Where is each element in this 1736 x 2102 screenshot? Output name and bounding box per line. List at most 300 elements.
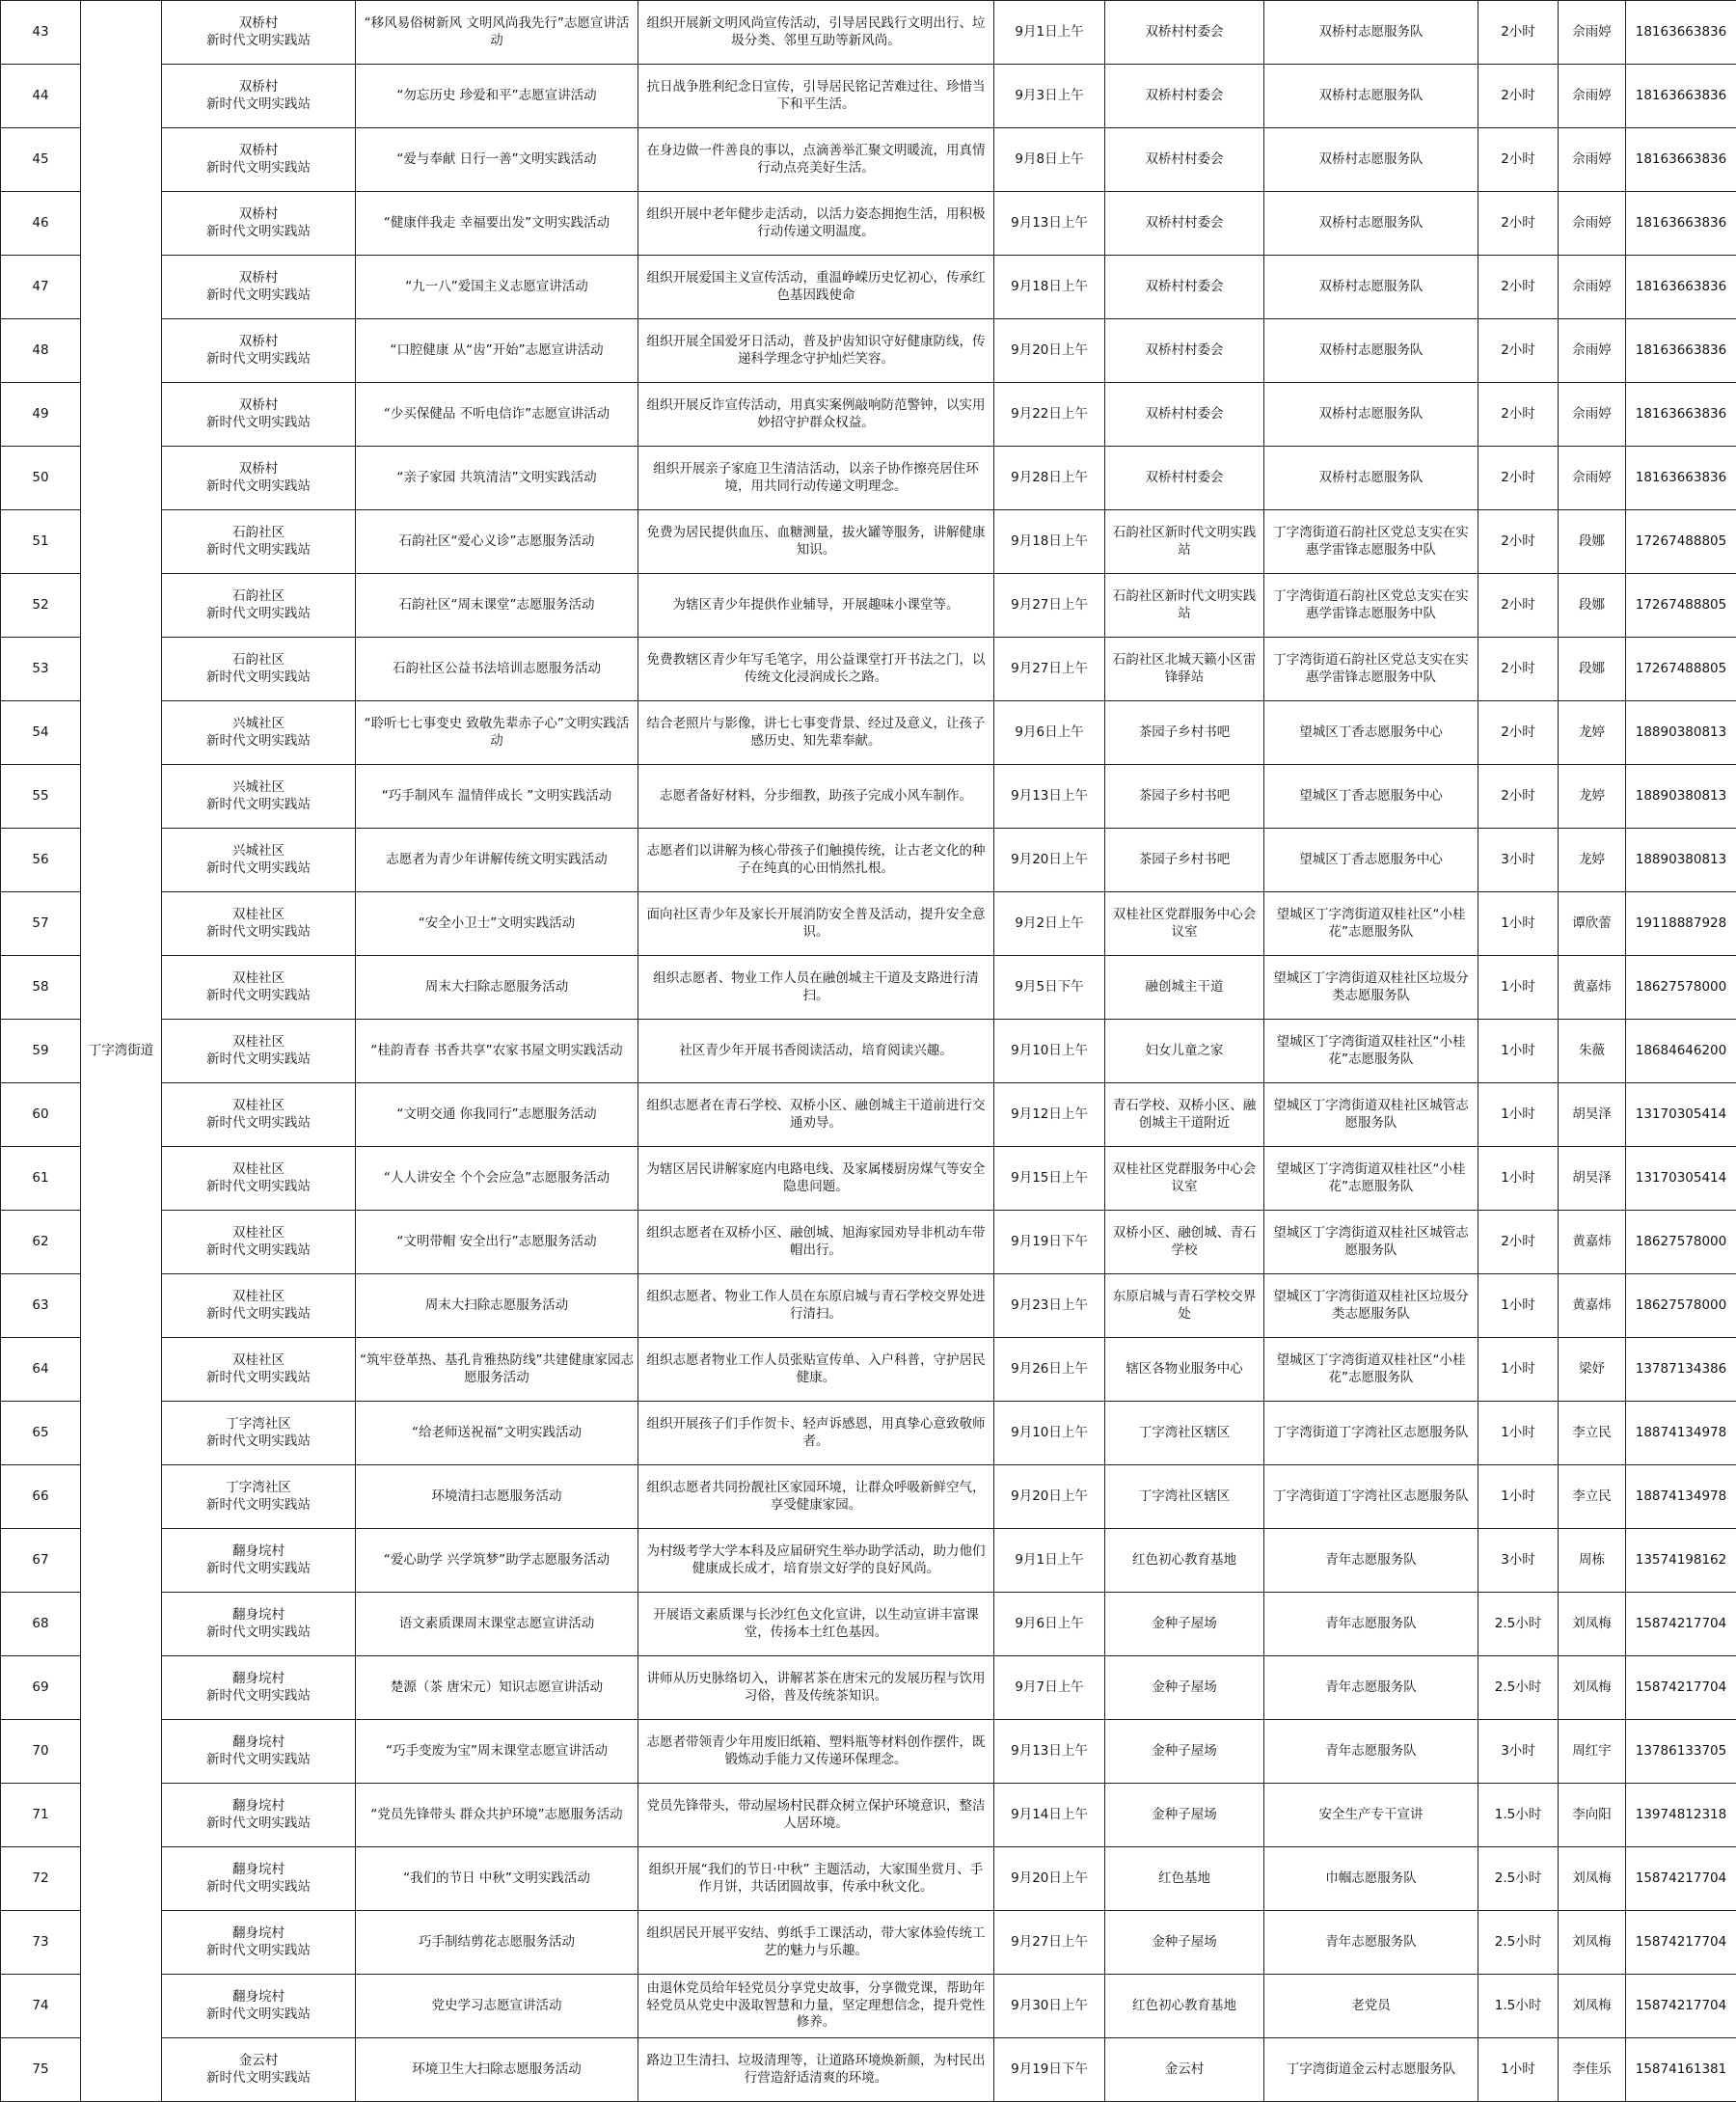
contact-phone: 15874217704 [1626,1911,1736,1975]
row-number: 73 [1,1911,81,1975]
volunteer-team: 双桥村志愿服务队 [1264,128,1478,192]
table-row [1,956,1736,1020]
activity-place: 双桂社区党群服务中心会议室 [1105,892,1264,956]
table-row [1,128,1736,192]
contact-person: 刘凤梅 [1559,1911,1626,1975]
activity-description: 组织开展全国爱牙日活动，普及护齿知识守好健康防线，传递科学理念守护灿烂笑容。 [638,319,994,383]
activity-duration: 1小时 [1478,1020,1559,1083]
activity-duration: 1小时 [1478,956,1559,1020]
activity-description: 开展语文素质课与长沙红色文化宣讲，以生动宣讲丰富课堂，传扬本土红色基因。 [638,1593,994,1656]
activity-description: 组织开展孩子们手作贺卡、轻声诉感恩，用真挚心意致敬师者。 [638,1402,994,1465]
station-name-line: 新时代文明实践站 [206,1878,311,1895]
activity-place: 丁字湾社区辖区 [1105,1402,1264,1465]
activity-duration: 2.5小时 [1478,1656,1559,1720]
activity-place: 双桥村村委会 [1105,447,1264,510]
contact-phone: 18874134978 [1626,1465,1736,1529]
activity-time: 9月18日上午 [994,256,1105,319]
table-row [1,1083,1736,1147]
station-name-line: 新时代文明实践站 [206,1624,311,1640]
contact-person: 刘凤梅 [1559,1656,1626,1720]
activity-place: 茶园子乡村书吧 [1105,829,1264,892]
station-name [162,1720,356,1784]
row-number: 67 [1,1529,81,1593]
contact-person: 周栋 [1559,1529,1626,1593]
row-number: 56 [1,829,81,892]
activity-time: 9月20日上午 [994,1847,1105,1911]
station-name-line: 新时代文明实践站 [206,541,311,558]
station-name-line: 翻身垸村 [232,1733,285,1750]
activity-time: 9月30日上午 [994,1975,1105,2038]
station-name [162,192,356,256]
activity-time: 9月5日下午 [994,956,1105,1020]
activity-duration: 2小时 [1478,128,1559,192]
row-number: 47 [1,256,81,319]
contact-phone: 18890380813 [1626,701,1736,765]
table-row [1,1,1736,65]
table-row [1,383,1736,447]
station-name-line: 兴城社区 [232,778,285,795]
station-name-line: 新时代文明实践站 [206,732,311,749]
contact-phone: 15874161381 [1626,2038,1736,2102]
activity-place: 石韵社区北城天籁小区雷锋驿站 [1105,638,1264,701]
table-row [1,1975,1736,2038]
activity-place: 石韵社区新时代文明实践站 [1105,510,1264,574]
station-name [162,1847,356,1911]
station-name-line: 新时代文明实践站 [206,1687,311,1704]
activity-description: 路边卫生清扫、垃圾清理等，让道路环境焕新颜，为村民出行营造舒适清爽的环境。 [638,2038,994,2102]
station-name-line: 翻身垸村 [232,1861,285,1877]
activity-duration: 3小时 [1478,829,1559,892]
station-name [162,65,356,128]
volunteer-team: 望城区丁字湾街道双桂社区“小桂花”志愿服务队 [1264,1020,1478,1083]
table-row [1,1656,1736,1720]
activity-time: 9月22日上午 [994,383,1105,447]
activity-time: 9月1日上午 [994,1529,1105,1593]
activity-name: 巧手制结剪花志愿服务活动 [356,1911,638,1975]
activity-duration: 2.5小时 [1478,1593,1559,1656]
row-number: 70 [1,1720,81,1784]
activity-place: 红色初心教育基地 [1105,1975,1264,2038]
row-number: 58 [1,956,81,1020]
row-number: 61 [1,1147,81,1211]
row-number: 44 [1,65,81,128]
station-name-line: 兴城社区 [232,842,285,859]
contact-person: 龙婷 [1559,829,1626,892]
activity-time: 9月19日下午 [994,1211,1105,1274]
station-name-line: 新时代文明实践站 [206,923,311,940]
activity-name: “人人讲安全 个个会应急”志愿服务活动 [356,1147,638,1211]
station-name-line: 兴城社区 [232,715,285,731]
station-name-line: 新时代文明实践站 [206,96,311,112]
volunteer-team: 青年志愿服务队 [1264,1656,1478,1720]
station-name [162,383,356,447]
table-row [1,1465,1736,1529]
station-name [162,1211,356,1274]
contact-phone: 13787134386 [1626,1338,1736,1402]
contact-person: 黄嘉炜 [1559,1274,1626,1338]
activity-place: 石韵社区新时代文明实践站 [1105,574,1264,638]
station-name-line: 双桥村 [238,269,279,286]
contact-phone: 18163663836 [1626,383,1736,447]
activity-description: 组织开展亲子家庭卫生清洁活动，以亲子协作擦亮居住环境，用共同行动传递文明理念。 [638,447,994,510]
station-name-line: 石韵社区 [232,524,285,540]
contact-phone: 15874217704 [1626,1975,1736,2038]
row-number: 66 [1,1465,81,1529]
activity-place: 金种子屋场 [1105,1593,1264,1656]
volunteer-team: 安全生产专干宣讲 [1264,1784,1478,1847]
activity-name: “给老师送祝福”文明实践活动 [356,1402,638,1465]
station-name [162,1020,356,1083]
activity-description: 志愿者们以讲解为核心带孩子们触摸传统，让古老文化的种子在纯真的心田悄然扎根。 [638,829,994,892]
volunteer-team: 望城区丁字湾街道双桂社区“小桂花”志愿服务队 [1264,1338,1478,1402]
station-name-line: 双桂社区 [232,969,285,986]
contact-phone: 17267488805 [1626,574,1736,638]
contact-phone: 13170305414 [1626,1083,1736,1147]
activity-description: 在身边做一件善良的事以，点滴善举汇聚文明暖流，用真情行动点亮美好生活。 [638,128,994,192]
contact-person: 佘雨婷 [1559,447,1626,510]
activity-time: 9月15日上午 [994,1147,1105,1211]
contact-phone: 18163663836 [1626,1,1736,65]
contact-person: 刘凤梅 [1559,1975,1626,2038]
activity-duration: 1小时 [1478,1338,1559,1402]
street-name: 丁字湾街道 [81,1,162,2102]
activity-place: 金种子屋场 [1105,1911,1264,1975]
table-row [1,2038,1736,2102]
volunteer-team: 双桥村志愿服务队 [1264,256,1478,319]
activity-description: 志愿者备好材料，分步细教，助孩子完成小风车制作。 [638,765,994,829]
activity-description: 组织开展“我们的节日·中秋” 主题活动，大家围坐赏月、手作月饼，共话团圆故事，传承中秋文化。 [638,1847,994,1911]
station-name-line: 金云村 [238,2052,279,2068]
volunteer-team: 青年志愿服务队 [1264,1593,1478,1656]
contact-phone: 13574198162 [1626,1529,1736,1593]
activity-duration: 3小时 [1478,1529,1559,1593]
station-name-line: 新时代文明实践站 [206,1815,311,1831]
station-name [162,1083,356,1147]
activity-description: 结合老照片与影像，讲七七事变背景、经过及意义，让孩子感历史、知先辈奉献。 [638,701,994,765]
row-number: 64 [1,1338,81,1402]
station-name-line: 丁字湾社区 [226,1479,291,1495]
volunteer-team: 双桥村志愿服务队 [1264,65,1478,128]
table-body [1,1,1736,2102]
activity-duration: 2小时 [1478,1,1559,65]
station-name-line: 新时代文明实践站 [206,287,311,303]
station-name [162,574,356,638]
activity-description: 为辖区居民讲解家庭内电路电线、及家属楼厨房煤气等安全隐患问题。 [638,1147,994,1211]
station-name [162,956,356,1020]
row-number: 53 [1,638,81,701]
volunteer-team: 丁字湾街道丁字湾社区志愿服务队 [1264,1465,1478,1529]
station-name-line: 翻身垸村 [232,1542,285,1559]
contact-phone: 17267488805 [1626,510,1736,574]
station-name [162,1784,356,1847]
activity-duration: 2小时 [1478,574,1559,638]
activity-description: 志愿者带领青少年用废旧纸箱、塑料瓶等材料创作摆件，既锻炼动手能力又传递环保理念。 [638,1720,994,1784]
contact-person: 刘凤梅 [1559,1593,1626,1656]
activity-description: 组织开展中老年健步走活动，以活力姿态拥抱生活，用积极行动传递文明温度。 [638,192,994,256]
table-row [1,1147,1736,1211]
activity-time: 9月19日下午 [994,2038,1105,2102]
activity-name: “党员先锋带头 群众共护环境”志愿服务活动 [356,1784,638,1847]
contact-person: 李立民 [1559,1465,1626,1529]
activity-description: 组织居民开展平安结、剪纸手工课活动，带大家体验传统工艺的魅力与乐趣。 [638,1911,994,1975]
activity-place: 金云村 [1105,2038,1264,2102]
contact-person: 佘雨婷 [1559,383,1626,447]
table-row [1,574,1736,638]
station-name-line: 双桂社区 [232,906,285,922]
activity-duration: 2小时 [1478,319,1559,383]
activity-time: 9月7日上午 [994,1656,1105,1720]
activity-name: 石韵社区公益书法培训志愿服务活动 [356,638,638,701]
activity-description: 为村级考学大学本科及应届研究生举办助学活动，助力他们健康成长成才，培育崇文好学的良好风尚。 [638,1529,994,1593]
activity-place: 双桥村村委会 [1105,1,1264,65]
table-row [1,1020,1736,1083]
station-name-line: 新时代文明实践站 [206,2006,311,2022]
volunteer-team: 望城区丁字湾街道双桂社区城管志愿服务队 [1264,1083,1478,1147]
activity-name: “爱心助学 兴学筑梦”助学志愿服务活动 [356,1529,638,1593]
activity-description: 组织志愿者、物业工作人员在融创城主干道及支路进行清扫。 [638,956,994,1020]
activity-name: “移风易俗树新风 文明风尚我先行”志愿宣讲活动 [356,1,638,65]
station-name-line: 双桥村 [238,78,279,95]
station-name [162,256,356,319]
station-name-line: 双桂社区 [232,1097,285,1113]
activity-duration: 1小时 [1478,892,1559,956]
activity-description: 组织志愿者在双桥小区、融创城、旭海家园劝导非机动车带帽出行。 [638,1211,994,1274]
activity-duration: 2小时 [1478,383,1559,447]
contact-person: 朱薇 [1559,1020,1626,1083]
station-name-line: 新时代文明实践站 [206,605,311,621]
volunteer-team: 老党员 [1264,1975,1478,2038]
contact-person: 黄嘉炜 [1559,956,1626,1020]
activity-time: 9月20日上午 [994,1465,1105,1529]
activity-description: 免费教辖区青少年写毛笔字，用公益课堂打开书法之门，以传统文化浸润成长之路。 [638,638,994,701]
activity-time: 9月14日上午 [994,1784,1105,1847]
table-row [1,765,1736,829]
station-name-line: 新时代文明实践站 [206,2069,311,2086]
activity-place: 红色基地 [1105,1847,1264,1911]
contact-person: 佘雨婷 [1559,319,1626,383]
volunteer-team: 青年志愿服务队 [1264,1529,1478,1593]
activity-name: 石韵社区“周末课堂”志愿服务活动 [356,574,638,638]
table-row [1,319,1736,383]
station-name [162,510,356,574]
contact-person: 段娜 [1559,574,1626,638]
activity-name: 楚源（茶 唐宋元）知识志愿宣讲活动 [356,1656,638,1720]
activity-place: 金种子屋场 [1105,1784,1264,1847]
table-row [1,1274,1736,1338]
activity-time: 9月6日上午 [994,701,1105,765]
volunteer-team: 望城区丁字湾街道双桂社区垃圾分类志愿服务队 [1264,1274,1478,1338]
volunteer-team: 望城区丁字湾街道双桂社区“小桂花”志愿服务队 [1264,892,1478,956]
table-row [1,192,1736,256]
station-name-line: 双桥村 [238,396,279,413]
activity-description: 抗日战争胜利纪念日宣传，引导居民铭记苦难过往、珍惜当下和平生活。 [638,65,994,128]
volunteer-team: 青年志愿服务队 [1264,1720,1478,1784]
station-name-line: 双桥村 [238,205,279,222]
volunteer-team: 双桥村志愿服务队 [1264,383,1478,447]
station-name-line: 新时代文明实践站 [206,1178,311,1194]
activity-duration: 2小时 [1478,192,1559,256]
station-name [162,1274,356,1338]
activity-duration: 2小时 [1478,701,1559,765]
volunteer-team: 丁字湾街道石韵社区党总支实在实惠学雷锋志愿服务中队 [1264,510,1478,574]
station-name [162,829,356,892]
row-number: 50 [1,447,81,510]
contact-person: 胡昊泽 [1559,1147,1626,1211]
contact-person: 李立民 [1559,1402,1626,1465]
table-row [1,701,1736,765]
row-number: 60 [1,1083,81,1147]
activity-duration: 1小时 [1478,2038,1559,2102]
contact-phone: 18163663836 [1626,319,1736,383]
activity-description: 免费为居民提供血压、血糖测量，拔火罐等服务，讲解健康知识。 [638,510,994,574]
row-number: 75 [1,2038,81,2102]
contact-phone: 18890380813 [1626,829,1736,892]
activity-name: “口腔健康 从“齿”开始”志愿宣讲活动 [356,319,638,383]
activity-name: “桂韵青春 书香共享”农家书屋文明实践活动 [356,1020,638,1083]
station-name-line: 翻身垸村 [232,1988,285,2005]
activity-description: 讲师从历史脉络切入，讲解茗茶在唐宋元的发展历程与饮用习俗，普及传统茶知识。 [638,1656,994,1720]
activity-name: “亲子家园 共筑清洁”文明实践活动 [356,447,638,510]
contact-phone: 17267488805 [1626,638,1736,701]
activity-duration: 1小时 [1478,1083,1559,1147]
station-name-line: 双桂社区 [232,1160,285,1177]
activity-place: 茶园子乡村书吧 [1105,701,1264,765]
activity-name: “巧手制风车 温情伴成长 ”文明实践活动 [356,765,638,829]
contact-phone: 15874217704 [1626,1656,1736,1720]
activity-name: “九一八”爱国主义志愿宣讲活动 [356,256,638,319]
table-row [1,1529,1736,1593]
row-number: 46 [1,192,81,256]
volunteer-team: 青年志愿服务队 [1264,1911,1478,1975]
activity-time: 9月10日上午 [994,1402,1105,1465]
activity-place: 双桥村村委会 [1105,383,1264,447]
station-name-line: 新时代文明实践站 [206,860,311,876]
activity-place: 妇女儿童之家 [1105,1020,1264,1083]
table-row [1,510,1736,574]
activity-description: 组织开展反诈宣传活动，用真实案例敲响防范警钟，以实用妙招守护群众权益。 [638,383,994,447]
activity-duration: 1小时 [1478,1465,1559,1529]
activity-time: 9月8日上午 [994,128,1105,192]
activity-duration: 1小时 [1478,1147,1559,1211]
contact-person: 佘雨婷 [1559,128,1626,192]
activity-name: 周末大扫除志愿服务活动 [356,1274,638,1338]
contact-phone: 13170305414 [1626,1147,1736,1211]
station-name [162,1975,356,2038]
row-number: 45 [1,128,81,192]
activity-place: 茶园子乡村书吧 [1105,765,1264,829]
row-number: 51 [1,510,81,574]
activity-place: 双桥小区、融创城、青石学校 [1105,1211,1264,1274]
contact-phone: 18163663836 [1626,447,1736,510]
row-number: 72 [1,1847,81,1911]
activity-time: 9月12日上午 [994,1083,1105,1147]
activity-place: 金种子屋场 [1105,1720,1264,1784]
contact-person: 段娜 [1559,510,1626,574]
contact-phone: 15874217704 [1626,1593,1736,1656]
contact-phone: 15874217704 [1626,1847,1736,1911]
contact-phone: 18874134978 [1626,1402,1736,1465]
row-number: 59 [1,1020,81,1083]
contact-person: 胡昊泽 [1559,1083,1626,1147]
contact-phone: 18684646200 [1626,1020,1736,1083]
activity-duration: 1小时 [1478,1402,1559,1465]
station-name [162,447,356,510]
contact-person: 佘雨婷 [1559,65,1626,128]
activity-place: 金种子屋场 [1105,1656,1264,1720]
contact-person: 周红宇 [1559,1720,1626,1784]
station-name [162,1656,356,1720]
station-name [162,1338,356,1402]
activity-duration: 2小时 [1478,447,1559,510]
station-name-line: 石韵社区 [232,651,285,668]
activity-duration: 3小时 [1478,1720,1559,1784]
activity-time: 9月23日上午 [994,1274,1105,1338]
volunteer-team: 丁字湾街道石韵社区党总支实在实惠学雷锋志愿服务中队 [1264,638,1478,701]
station-name [162,892,356,956]
activity-duration: 2小时 [1478,638,1559,701]
table-row [1,829,1736,892]
station-name [162,1402,356,1465]
volunteer-team: 望城区丁香志愿服务中心 [1264,765,1478,829]
activity-place: 融创城主干道 [1105,956,1264,1020]
activity-place: 双桂社区党群服务中心会议室 [1105,1147,1264,1211]
activity-time: 9月26日上午 [994,1338,1105,1402]
activity-name: 环境卫生大扫除志愿服务活动 [356,2038,638,2102]
row-number: 43 [1,1,81,65]
table-row [1,892,1736,956]
activity-description: 组织志愿者物业工作人员张贴宣传单、入户科普，守护居民健康。 [638,1338,994,1402]
table-row [1,65,1736,128]
contact-person: 梁妤 [1559,1338,1626,1402]
volunteer-team: 双桥村志愿服务队 [1264,447,1478,510]
station-name [162,1593,356,1656]
station-name [162,701,356,765]
activity-description: 为辖区青少年提供作业辅导，开展趣味小课堂等。 [638,574,994,638]
activity-name: “文明带帽 安全出行”志愿服务活动 [356,1211,638,1274]
station-name-line: 石韵社区 [232,587,285,604]
volunteer-team: 望城区丁香志愿服务中心 [1264,701,1478,765]
activity-name: “健康伴我走 幸福要出发”文明实践活动 [356,192,638,256]
station-name-line: 翻身垸村 [232,1670,285,1686]
activity-time: 9月20日上午 [994,829,1105,892]
table-row [1,1402,1736,1465]
activity-name: “我们的节日 中秋”文明实践活动 [356,1847,638,1911]
activity-time: 9月6日上午 [994,1593,1105,1656]
station-name-line: 双桂社区 [232,1224,285,1241]
station-name-line: 新时代文明实践站 [206,669,311,685]
contact-phone: 18163663836 [1626,192,1736,256]
contact-person: 佘雨婷 [1559,256,1626,319]
activity-place: 红色初心教育基地 [1105,1529,1264,1593]
station-name-line: 新时代文明实践站 [206,1433,311,1449]
station-name [162,1911,356,1975]
activity-name: 志愿者为青少年讲解传统文明实践活动 [356,829,638,892]
activity-time: 9月18日上午 [994,510,1105,574]
activity-name: 周末大扫除志愿服务活动 [356,956,638,1020]
activity-description: 组织开展爱国主义宣传活动，重温峥嵘历史忆初心，传承红色基因践使命 [638,256,994,319]
activity-name: “文明交通 你我同行”志愿服务活动 [356,1083,638,1147]
activity-duration: 1小时 [1478,1274,1559,1338]
activity-name: 语文素质课周末课堂志愿宣讲活动 [356,1593,638,1656]
activity-place: 丁字湾社区辖区 [1105,1465,1264,1529]
row-number: 71 [1,1784,81,1847]
table-row [1,1338,1736,1402]
row-number: 57 [1,892,81,956]
station-name [162,2038,356,2102]
contact-person: 段娜 [1559,638,1626,701]
activity-duration: 2小时 [1478,765,1559,829]
contact-phone: 13786133705 [1626,1720,1736,1784]
